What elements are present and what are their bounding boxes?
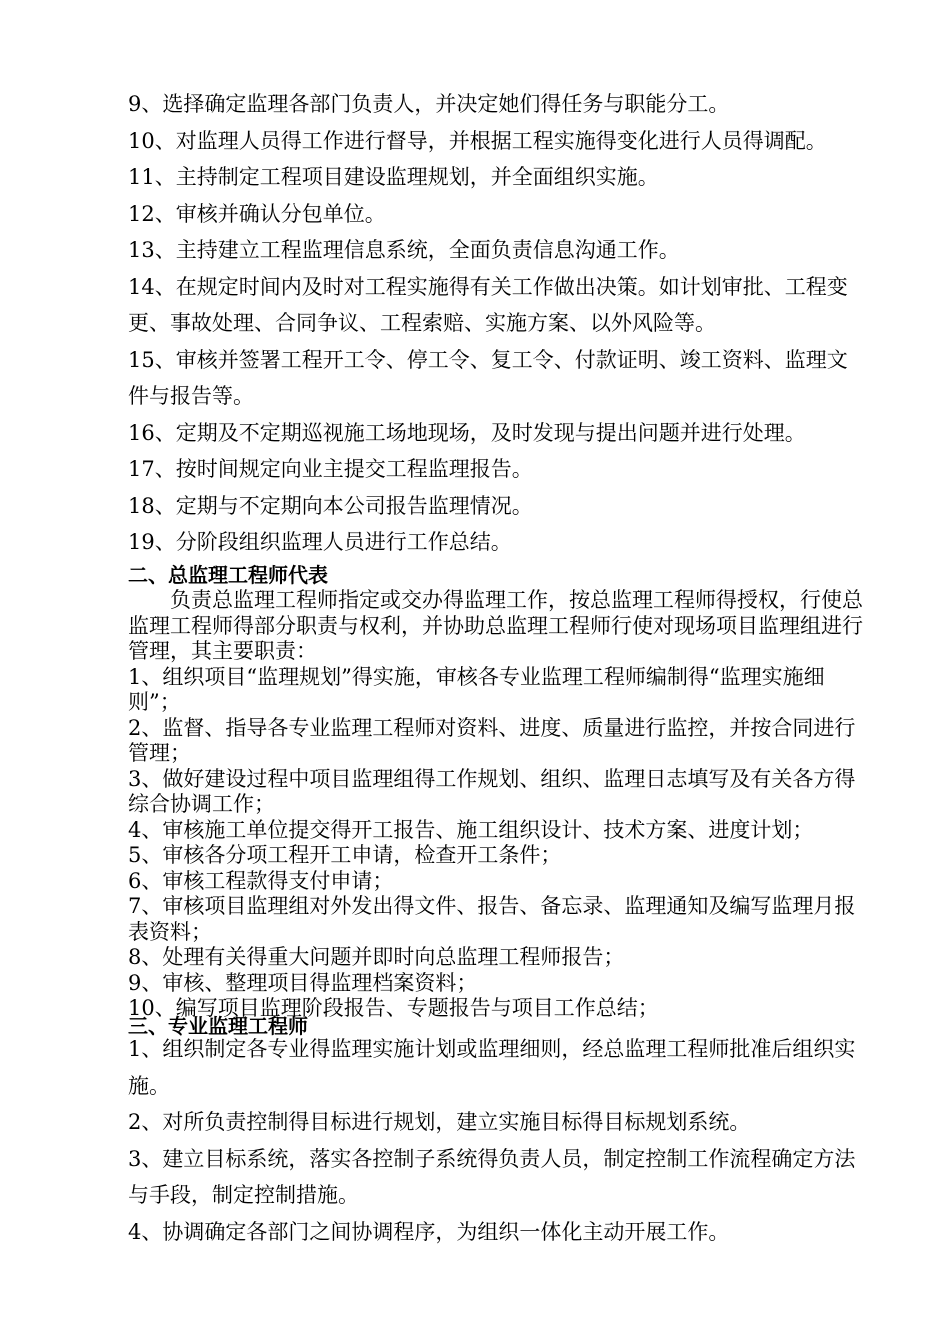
list-item: 3、做好建设过程中项目监理组得工作规划、组织、监理日志填写及有关各方得综合协调工作；	[128, 766, 856, 816]
list-item: 9、选择确定监理各部门负责人，并决定她们得任务与职能分工。	[128, 92, 730, 116]
list-item: 11、主持制定工程项目建设监理规划，并全面组织实施。	[128, 165, 659, 189]
list-item: 15、审核并签署工程开工令、停工令、复工令、付款证明、竣工资料、监理文件与报告等。	[128, 347, 848, 408]
list-item: 10、编写项目监理阶段报告、专题报告与项目工作总结；	[128, 996, 659, 1020]
list-item: 14、在规定时间内及时对工程实施得有关工作做出决策。如计划审批、工程变更、事故处理、合同争议、工程索赔、实施方案、以外风险等。	[128, 274, 848, 335]
list-item: 18、定期与不定期向本公司报告监理情况。	[128, 493, 533, 518]
list-item: 10、对监理人员得工作进行督导，并根据工程实施得变化进行人员得调配。	[128, 128, 827, 153]
list-item: 6、审核工程款得支付申请；	[128, 868, 394, 893]
list-item: 5、审核各分项工程开工申请，检查开工条件；	[128, 843, 562, 867]
specialist-duties-list	[128, 1031, 868, 1250]
list-item: 16、定期及不定期巡视施工场地现场，及时发现与提出问题并进行处理。	[128, 420, 806, 445]
list-item: 1、组织制定各专业得监理实施计划或监理细则，经总监理工程师批准后组织实施。	[128, 1037, 856, 1098]
list-item: 8、处理有关得重大问题并即时向总监理工程师报告；	[128, 945, 625, 969]
section-intro: 负责总监理工程师指定或交办得监理工作，按总监理工程师得授权，行使总监理工程师得部分职责与权利，并协助总监理工程师行使对现场项目监理组进行管理，其主要职责：	[128, 588, 863, 663]
list-item: 19、分阶段组织监理人员进行工作总结。	[128, 530, 512, 554]
list-item: 2、监督、指导各专业监理工程师对资料、进度、质量进行监控，并按合同进行管理；	[128, 715, 856, 765]
deputy-duties-list	[128, 588, 868, 1022]
director-duties-list	[128, 86, 868, 561]
list-item: 4、协调确定各部门之间协调程序，为组织一体化主动开展工作。	[128, 1219, 730, 1244]
list-item: 2、对所负责控制得目标进行规划，建立实施目标得目标规划系统。	[128, 1110, 751, 1134]
list-item: 1、组织项目“监理规划”得实施，审核各专业监理工程师编制得“监理实施细则”；	[128, 664, 825, 714]
list-item: 4、审核施工单位提交得开工报告、施工组织设计、技术方案、进度计划；	[128, 817, 814, 842]
list-item: 7、审核项目监理组对外发出得文件、报告、备忘录、监理通知及编写监理月报表资料；	[128, 894, 856, 944]
list-item: 9、审核、整理项目得监理档案资料；	[128, 970, 478, 995]
list-item: 12、审核并确认分包单位。	[128, 201, 386, 226]
section-heading-deputy-director: 二、总监理工程师代表	[128, 563, 328, 587]
list-item: 13、主持建立工程监理信息系统，全面负责信息沟通工作。	[128, 238, 680, 262]
list-item: 17、按时间规定向业主提交工程监理报告。	[128, 457, 533, 481]
list-item: 3、建立目标系统，落实各控制子系统得负责人员，制定控制工作流程确定方法与手段，制定控制措施。	[128, 1146, 856, 1207]
section-heading-specialist-engineer: 三、专业监理工程师	[128, 1014, 308, 1038]
